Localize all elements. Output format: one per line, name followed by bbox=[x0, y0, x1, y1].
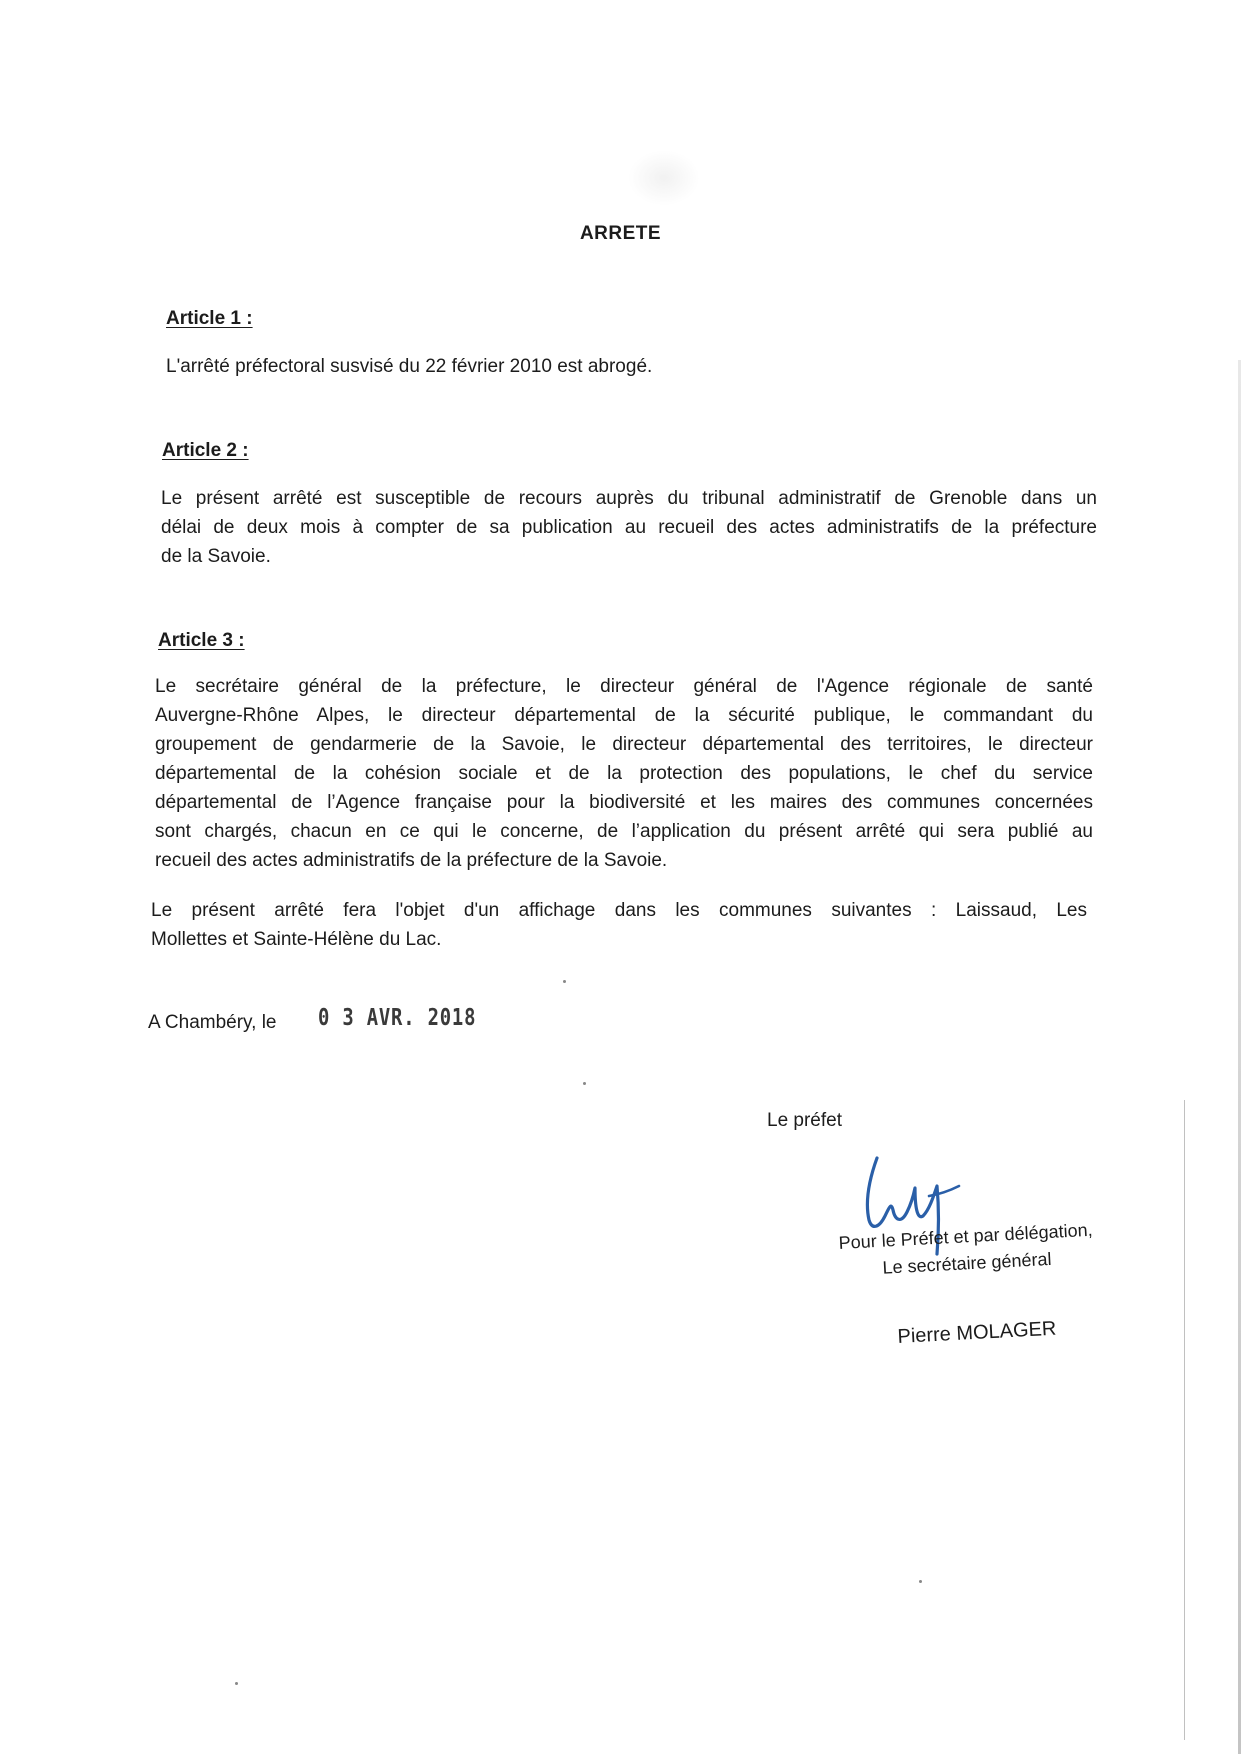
article-1-heading: Article 1 : bbox=[166, 308, 253, 329]
scan-smudge bbox=[628, 150, 700, 206]
article-3-line-1: Le secrétaire général de la préfecture, le directeur général de l'Agence régionale de santé bbox=[155, 676, 1093, 697]
article-3-line-3: groupement de gendarmerie de la Savoie, le directeur départemental des territoires, le directeur bbox=[155, 734, 1093, 755]
delegation-line-2: Le secrétaire général bbox=[882, 1248, 1052, 1278]
scan-speck bbox=[583, 1082, 586, 1085]
scan-edge-line bbox=[1184, 1100, 1185, 1740]
place-date-label: A Chambéry, le bbox=[148, 1012, 277, 1033]
article-3-p2-line-1: Le présent arrêté fera l'objet d'un affichage dans les communes suivantes : Laissaud, Les bbox=[151, 900, 1087, 921]
signatory-title: Le préfet bbox=[767, 1110, 842, 1131]
delegation-line-1: Pour le Préfet et par délégation, bbox=[838, 1219, 1094, 1253]
article-3-line-4: départemental de la cohésion sociale et de la protection des populations, le chef du service bbox=[155, 763, 1093, 784]
article-3-line-5: départemental de l’Agence française pour la biodiversité et les maires des communes concernées bbox=[155, 792, 1093, 813]
article-3-paragraph-2 bbox=[151, 896, 1087, 954]
date-stamp: 0 3 AVR. 2018 bbox=[318, 1005, 477, 1031]
article-1-paragraph bbox=[166, 352, 726, 381]
article-3-paragraph-1 bbox=[155, 672, 1093, 875]
article-2-line-3: de la Savoie. bbox=[161, 546, 271, 567]
document-title: ARRETE bbox=[579, 223, 662, 244]
article-2-heading: Article 2 : bbox=[162, 440, 249, 461]
article-1-line-1: L'arrêté préfectoral susvisé du 22 février 2010 est abrogé. bbox=[166, 356, 653, 377]
article-3-heading: Article 3 : bbox=[158, 630, 245, 651]
article-2-line-2: délai de deux mois à compter de sa publication au recueil des actes administratifs de la préfecture bbox=[161, 517, 1097, 538]
scan-speck bbox=[919, 1580, 922, 1583]
scan-speck bbox=[235, 1682, 238, 1685]
article-3-line-2: Auvergne-Rhône Alpes, le directeur départemental de la sécurité publique, le commandant du bbox=[155, 705, 1093, 726]
article-3-line-6: sont chargés, chacun en ce qui le concerne, de l’application du présent arrêté qui sera publié au bbox=[155, 821, 1093, 842]
article-2-paragraph bbox=[161, 484, 1097, 571]
article-3-p2-line-2: Mollettes et Sainte-Hélène du Lac. bbox=[151, 929, 442, 950]
article-2-line-1: Le présent arrêté est susceptible de recours auprès du tribunal administratif de Grenoble dans un bbox=[161, 488, 1097, 509]
scan-speck bbox=[563, 980, 566, 983]
signer-name: Pierre MOLAGER bbox=[897, 1317, 1057, 1348]
article-3-line-7: recueil des actes administratifs de la préfecture de la Savoie. bbox=[155, 850, 668, 871]
